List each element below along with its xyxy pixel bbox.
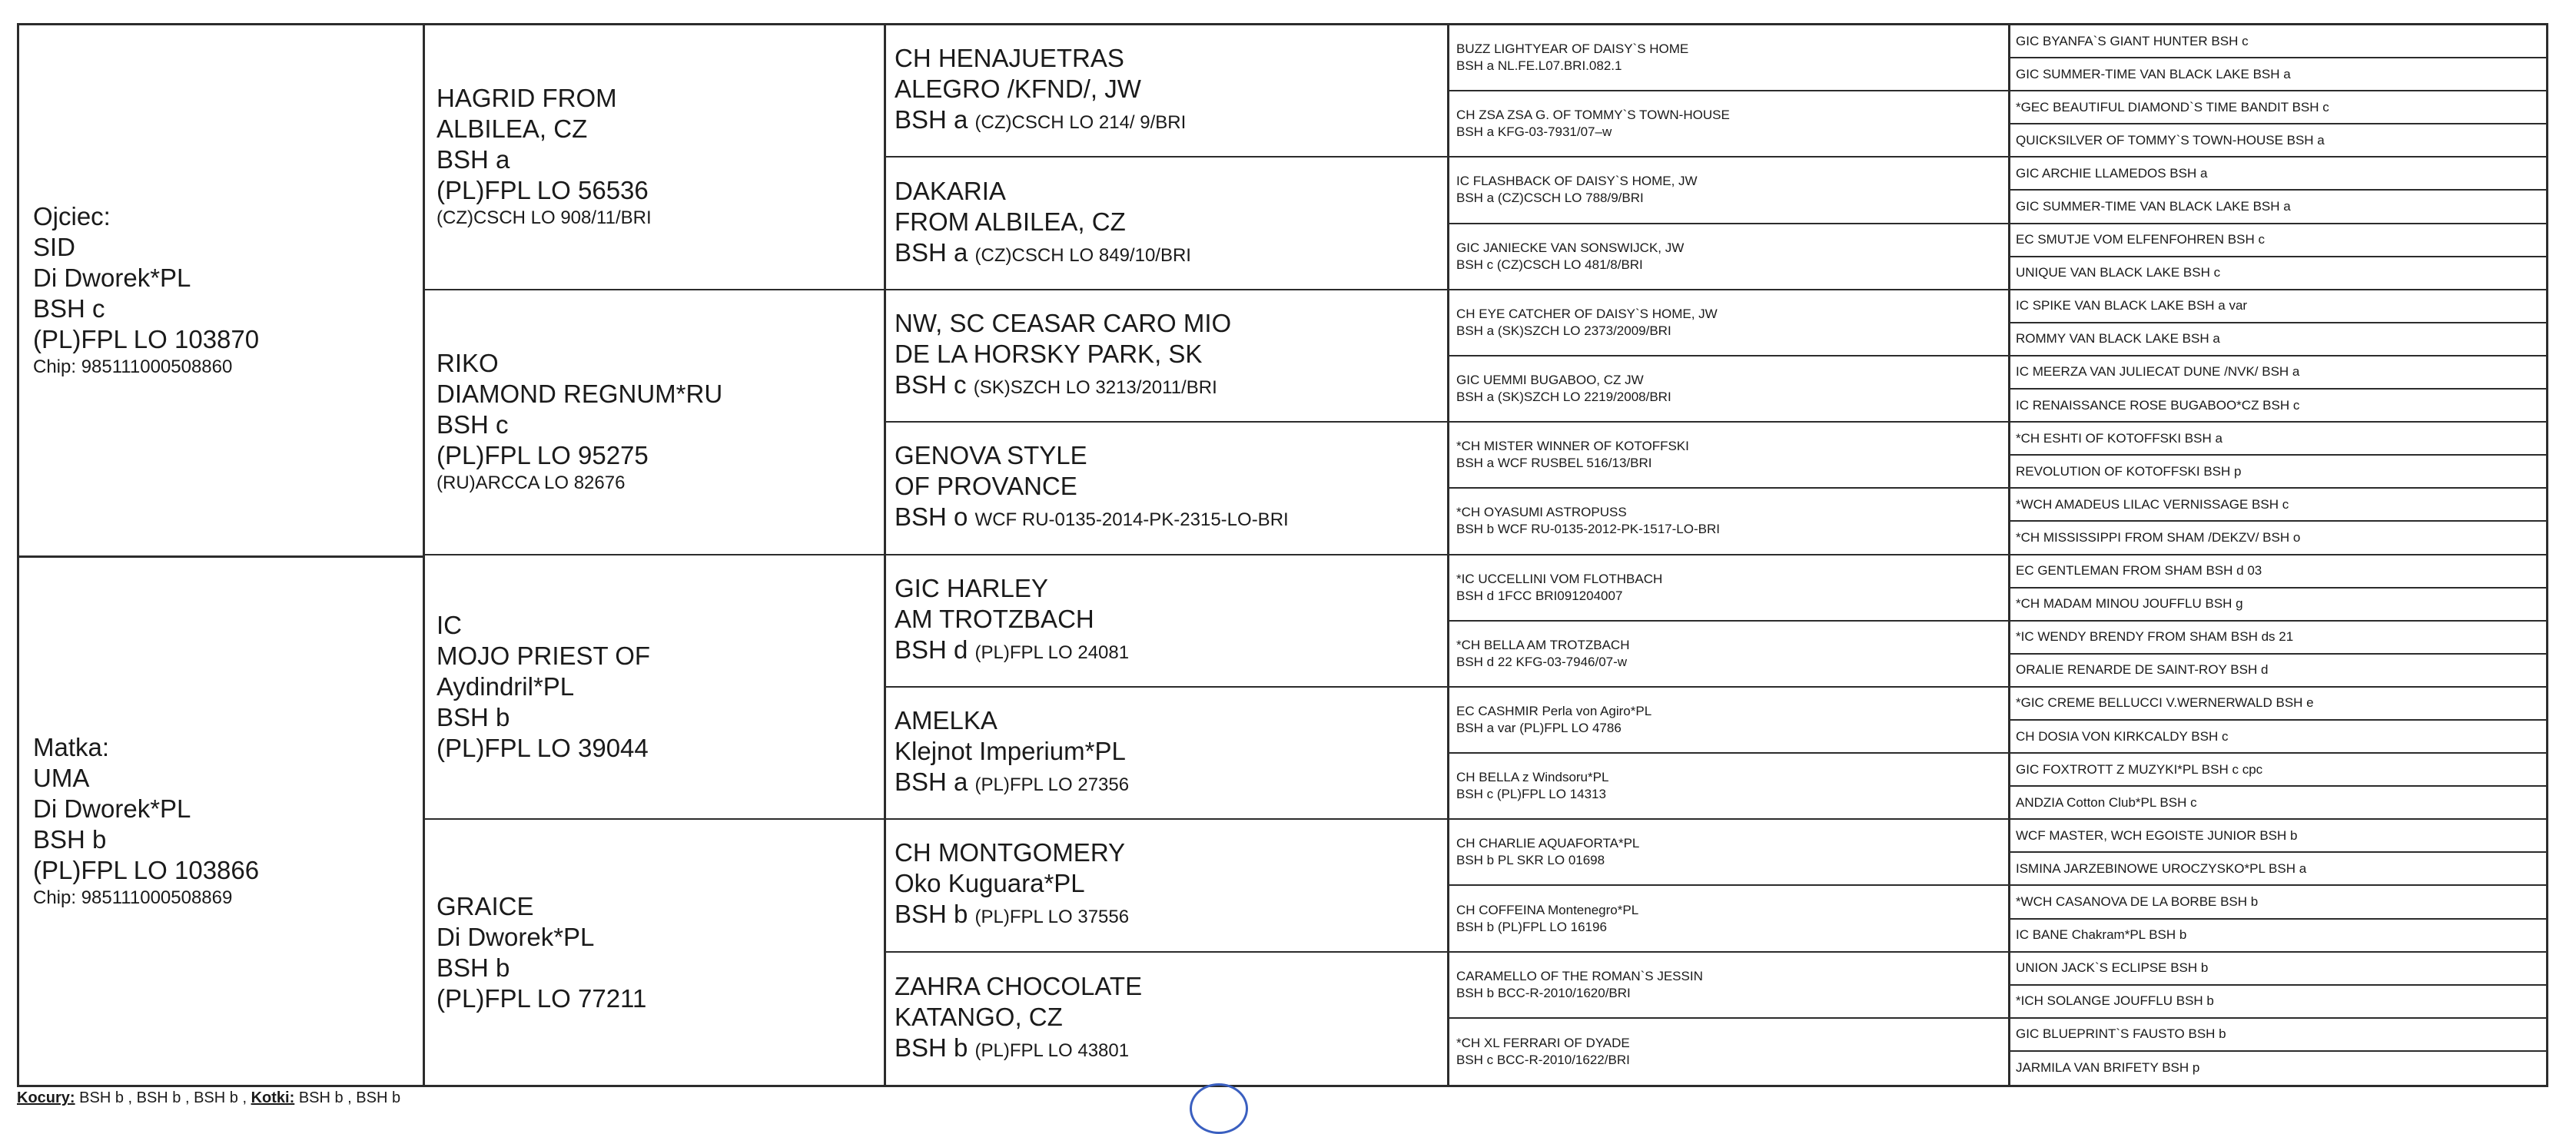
col4-cell	[1447, 820, 2008, 886]
great-grandparent-breed: BSH b	[895, 900, 968, 929]
gen5-name: CH DOSIA VON KIRKCALDY BSH c	[2016, 728, 2229, 744]
great-grandparent-breed: BSH a	[895, 105, 968, 134]
gen5-name: REVOLUTION OF KOTOFFSKI BSH p	[2016, 463, 2242, 479]
col3-cell	[884, 25, 1447, 158]
grandparent-line: RIKO	[437, 349, 499, 378]
gen4-registry: BSH b WCF RU-0135-2012-PK-1517-LO-BRI	[1456, 522, 1720, 537]
gen4-registry: BSH b BCC-R-2010/1620/BRI	[1456, 985, 1631, 1000]
col2-cell	[423, 555, 884, 821]
gen4-registry: BSH a (SK)SZCH LO 2373/2009/BRI	[1456, 323, 1671, 338]
great-grandparent-breed-row	[895, 237, 1447, 271]
gen5-name: *CH ESHTI OF KOTOFFSKI BSH a	[2016, 430, 2222, 446]
col5-cell	[2008, 688, 2546, 721]
gen4-name: *CH OYASUMI ASTROPUSS	[1456, 505, 1627, 520]
gen5-column	[2008, 25, 2546, 1085]
gen4-registry: BSH a NL.FE.L07.BRI.082.1	[1456, 58, 1622, 74]
grandparent-line: GRAICE	[437, 891, 534, 920]
col3-cell	[884, 423, 1447, 555]
gen4-name: *IC UCCELLINI VOM FLOTHBACH	[1456, 571, 1663, 586]
grandparent-line: Aydindril*PL	[437, 671, 575, 701]
great-grandparent-registry: (PL)FPL LO 27356	[974, 774, 1130, 796]
col2-cell	[423, 290, 884, 555]
col5-cell	[2008, 423, 2546, 456]
col5-cell	[2008, 290, 2546, 323]
col5-cell	[2008, 622, 2546, 655]
gen5-name: EC SMUTJE VOM ELFENFOHREN BSH c	[2016, 232, 2265, 247]
gen5-name: ROMMY VAN BLACK LAKE BSH a	[2016, 331, 2220, 346]
great-grandparent-breed-row	[895, 370, 1447, 403]
grandparent-line: Di Dworek*PL	[437, 922, 595, 951]
col4-cell	[1447, 1019, 2008, 1085]
col5-cell	[2008, 191, 2546, 224]
col5-cell	[2008, 25, 2546, 58]
gen5-name: *ICH SOLANGE JOUFFLU BSH b	[2016, 993, 2214, 1009]
gen5-name: *CH MADAM MINOU JOUFFLU BSH g	[2016, 596, 2243, 612]
gen5-name: GIC SUMMER-TIME VAN BLACK LAKE BSH a	[2016, 199, 2291, 214]
grandparent-line: (PL)FPL LO 39044	[437, 733, 649, 762]
col5-cell	[2008, 158, 2546, 191]
gen4-registry: BSH a KFG-03-7931/07–w	[1456, 124, 1612, 140]
col4-cell	[1447, 754, 2008, 820]
great-grandparent-line: CH HENAJUETRAS	[895, 44, 1124, 73]
gen5-name: GIC FOXTROTT Z MUZYKI*PL BSH c cpc	[2016, 761, 2263, 777]
great-grandparent-line: CH MONTGOMERY	[895, 838, 1126, 867]
great-grandparent-breed-row	[895, 635, 1447, 668]
col3-cell	[884, 820, 1447, 952]
parents-column	[19, 25, 425, 1085]
sire-registry: (PL)FPL LO 103870	[33, 325, 260, 353]
gen4-name: CH CHARLIE AQUAFORTA*PL	[1456, 836, 1640, 851]
great-grandparent-breed: BSH o	[895, 502, 968, 532]
great-grandparents-column	[884, 25, 1449, 1085]
grandparent-line: MOJO PRIEST OF	[437, 641, 651, 670]
col5-cell	[2008, 91, 2546, 124]
dam-chip: Chip: 985111000508869	[33, 887, 233, 908]
gen4-name: GIC UEMMI BUGABOO, CZ JW	[1456, 373, 1644, 388]
col4-cell	[1447, 688, 2008, 754]
great-grandparent-breed: BSH c	[895, 370, 967, 399]
grandparent-line: ALBILEA, CZ	[437, 114, 588, 144]
col5-cell	[2008, 555, 2546, 589]
gen4-registry: BSH a (CZ)CSCH LO 788/9/BRI	[1456, 191, 1644, 206]
grandparent-line: IC	[437, 610, 462, 639]
gen5-name: GIC BLUEPRINT`S FAUSTO BSH b	[2016, 1026, 2226, 1042]
grandparent-line: DIAMOND REGNUM*RU	[437, 380, 723, 409]
great-grandparent-breed: BSH a	[895, 768, 968, 797]
grandparent-registry: (RU)ARCCA LO 82676	[437, 472, 626, 494]
great-grandparent-line: Oko Kuguara*PL	[895, 869, 1085, 898]
gen4-registry: BSH b (PL)FPL LO 16196	[1456, 919, 1607, 934]
gen4-name: GIC JANIECKE VAN SONSWIJCK, JW	[1456, 240, 1685, 255]
col3-cell	[884, 688, 1447, 820]
great-grandparent-registry: (CZ)CSCH LO 214/ 9/BRI	[974, 112, 1187, 134]
great-grandparent-breed-row	[895, 502, 1447, 536]
great-grandparent-line: GENOVA STYLE	[895, 441, 1087, 470]
gen5-name: GIC SUMMER-TIME VAN BLACK LAKE BSH a	[2016, 66, 2291, 81]
col5-cell	[2008, 655, 2546, 688]
col5-cell	[2008, 1052, 2546, 1085]
col4-cell	[1447, 886, 2008, 952]
footer-females-label: Kotki:	[251, 1089, 295, 1106]
great-grandparent-breed-row	[895, 899, 1447, 933]
gen5-name: JARMILA VAN BRIFETY BSH p	[2016, 1060, 2200, 1076]
gen5-name: *GEC BEAUTIFUL DIAMOND`S TIME BANDIT BSH c	[2016, 99, 2329, 114]
sire-label: Ojciec:	[33, 202, 111, 230]
grandparent-line: BSH c	[437, 410, 509, 439]
gen5-name: EC GENTLEMAN FROM SHAM BSH d 03	[2016, 563, 2262, 579]
gen4-registry: BSH c (CZ)CSCH LO 481/8/BRI	[1456, 257, 1643, 272]
great-grandparent-line: AMELKA	[895, 706, 998, 735]
col5-cell	[2008, 886, 2546, 919]
col4-cell	[1447, 423, 2008, 489]
great-grandparent-registry: (SK)SZCH LO 3213/2011/BRI	[973, 376, 1217, 398]
gen5-name: IC RENAISSANCE ROSE BUGABOO*CZ BSH c	[2016, 397, 2300, 413]
great-grandparent-line: KATANGO, CZ	[895, 1002, 1063, 1031]
great-grandparent-breed-row	[895, 104, 1447, 138]
col5-cell	[2008, 721, 2546, 754]
col5-cell	[2008, 124, 2546, 158]
gen4-name: *CH BELLA AM TROTZBACH	[1456, 637, 1630, 652]
great-grandparent-line: DE LA HORSKY PARK, SK	[895, 339, 1203, 368]
col5-cell	[2008, 323, 2546, 356]
col4-cell	[1447, 356, 2008, 423]
sire-breed: BSH c	[33, 294, 105, 323]
gen5-name: ANDZIA Cotton Club*PL BSH c	[2016, 794, 2197, 810]
great-grandparent-registry: WCF RU-0135-2014-PK-2315-LO-BRI	[974, 509, 1289, 531]
col5-cell	[2008, 754, 2546, 787]
great-grandparent-breed: BSH b	[895, 1033, 968, 1062]
great-grandparent-line: NW, SC CEASAR CARO MIO	[895, 308, 1232, 337]
grandparent-line: BSH b	[437, 702, 510, 731]
col4-cell	[1447, 953, 2008, 1019]
gen5-name: *WCH AMADEUS LILAC VERNISSAGE BSH c	[2016, 496, 2289, 512]
dam-breed: BSH b	[33, 825, 107, 854]
grandparent-line: HAGRID FROM	[437, 84, 617, 113]
col5-cell	[2008, 58, 2546, 91]
great-grandparent-registry: (CZ)CSCH LO 849/10/BRI	[974, 244, 1191, 266]
gen5-name: IC SPIKE VAN BLACK LAKE BSH a var	[2016, 298, 2248, 313]
great-grandparent-registry: (PL)FPL LO 43801	[974, 1040, 1130, 1061]
gen5-name: *WCH CASANOVA DE LA BORBE BSH b	[2016, 894, 2259, 909]
great-grandparent-line: ZAHRA CHOCOLATE	[895, 971, 1143, 1000]
gen5-name: UNION JACK`S ECLIPSE BSH b	[2016, 960, 2209, 976]
col5-cell	[2008, 953, 2546, 986]
gen5-name: UNIQUE VAN BLACK LAKE BSH c	[2016, 265, 2221, 280]
col4-cell	[1447, 91, 2008, 158]
great-grandparent-line: OF PROVANCE	[895, 472, 1077, 501]
dam-label: Matka:	[33, 733, 110, 761]
grandparent-line: (PL)FPL LO 95275	[437, 441, 649, 470]
gen4-registry: BSH a WCF RUSBEL 516/13/BRI	[1456, 456, 1652, 471]
dam-registry: (PL)FPL LO 103866	[33, 856, 260, 884]
gen5-name: ORALIE RENARDE DE SAINT-ROY BSH d	[2016, 662, 2269, 678]
col4-cell	[1447, 622, 2008, 688]
gen4-name: CARAMELLO OF THE ROMAN`S JESSIN	[1456, 968, 1703, 983]
col5-cell	[2008, 522, 2546, 555]
stamp-mark	[1190, 1083, 1248, 1134]
col5-cell	[2008, 257, 2546, 290]
gen5-name: GIC BYANFA`S GIANT HUNTER BSH c	[2016, 33, 2249, 48]
col5-cell	[2008, 589, 2546, 622]
grandparent-line: (PL)FPL LO 56536	[437, 176, 649, 205]
great-grandparent-breed: BSH d	[895, 635, 968, 664]
grandparents-column	[423, 25, 886, 1085]
sire-chip: Chip: 985111000508860	[33, 356, 233, 377]
gen5-name: *CH MISSISSIPPI FROM SHAM /DEKZV/ BSH o	[2016, 529, 2301, 545]
sire-name: SID	[33, 233, 76, 261]
col2-cell	[423, 820, 884, 1085]
great-grandparent-breed-row	[895, 1033, 1447, 1066]
gen4-registry: BSH c BCC-R-2010/1622/BRI	[1456, 1052, 1630, 1067]
gen4-name: *CH MISTER WINNER OF KOTOFFSKI	[1456, 439, 1689, 454]
col5-cell	[2008, 853, 2546, 886]
gen4-registry: BSH d 1FCC BRI091204007	[1456, 588, 1623, 603]
gen4-name: CH ZSA ZSA G. OF TOMMY`S TOWN-HOUSE	[1456, 108, 1730, 123]
col5-cell	[2008, 224, 2546, 257]
great-grandparent-breed-row	[895, 767, 1447, 801]
gen5-name: WCF MASTER, WCH EGOISTE JUNIOR BSH b	[2016, 827, 2298, 843]
col5-cell	[2008, 1019, 2546, 1052]
grandparent-line: (PL)FPL LO 77211	[437, 983, 647, 1013]
sire-cattery: Di Dworek*PL	[33, 264, 191, 292]
gen4-registry: BSH b PL SKR LO 01698	[1456, 853, 1605, 868]
grandparent-registry: (CZ)CSCH LO 908/11/BRI	[437, 207, 652, 229]
col5-cell	[2008, 920, 2546, 953]
dam-name: UMA	[33, 764, 90, 792]
gen4-registry: BSH c (PL)FPL LO 14313	[1456, 787, 1606, 802]
dam-cattery: Di Dworek*PL	[33, 794, 191, 823]
gen5-name: GIC ARCHIE LLAMEDOS BSH a	[2016, 165, 2208, 181]
dam-cell	[19, 558, 423, 1085]
pedigree-table	[17, 23, 2548, 1087]
gen4-name: CH COFFEINA Montenegro*PL	[1456, 902, 1639, 917]
col4-cell	[1447, 224, 2008, 290]
col5-cell	[2008, 986, 2546, 1019]
col5-cell	[2008, 456, 2546, 489]
gen4-name: CH EYE CATCHER OF DAISY`S HOME, JW	[1456, 306, 1718, 321]
col5-cell	[2008, 489, 2546, 522]
col3-cell	[884, 555, 1447, 688]
col3-cell	[884, 158, 1447, 290]
grandparent-line: BSH b	[437, 953, 510, 982]
gen5-name: *GIC CREME BELLUCCI V.WERNERWALD BSH e	[2016, 695, 2314, 711]
footer-males: BSH b , BSH b , BSH b ,	[79, 1089, 247, 1106]
gen4-name: CH BELLA z Windsoru*PL	[1456, 770, 1609, 785]
col4-cell	[1447, 158, 2008, 224]
col4-cell	[1447, 489, 2008, 555]
col5-cell	[2008, 820, 2546, 853]
great-grandparent-line: FROM ALBILEA, CZ	[895, 207, 1126, 236]
gen4-name: EC CASHMIR Perla von Agiro*PL	[1456, 703, 1652, 718]
great-grandparent-line: AM TROTZBACH	[895, 604, 1094, 633]
gen4-name: *CH XL FERRARI OF DYADE	[1456, 1035, 1630, 1050]
gen4-name: IC FLASHBACK OF DAISY`S HOME, JW	[1456, 174, 1698, 189]
col5-cell	[2008, 390, 2546, 423]
gen4-registry: BSH d 22 KFG-03-7946/07-w	[1456, 654, 1628, 669]
gen5-name: IC MEERZA VAN JULIECAT DUNE /NVK/ BSH a	[2016, 364, 2300, 380]
gen5-name: QUICKSILVER OF TOMMY`S TOWN-HOUSE BSH a	[2016, 132, 2325, 148]
gen4-column	[1447, 25, 2010, 1085]
col5-cell	[2008, 787, 2546, 820]
gen5-name: *IC WENDY BRENDY FROM SHAM BSH ds 21	[2016, 629, 2294, 645]
gen4-name: BUZZ LIGHTYEAR OF DAISY`S HOME	[1456, 41, 1689, 57]
grandparent-line: BSH a	[437, 145, 510, 174]
col3-cell	[884, 953, 1447, 1085]
col2-cell	[423, 25, 884, 290]
col5-cell	[2008, 356, 2546, 390]
col4-cell	[1447, 555, 2008, 622]
great-grandparent-line: DAKARIA	[895, 176, 1006, 205]
col3-cell	[884, 290, 1447, 423]
gen5-name: ISMINA JARZEBINOWE UROCZYSKO*PL BSH a	[2016, 860, 2307, 876]
great-grandparent-registry: (PL)FPL LO 37556	[974, 907, 1130, 928]
gen4-registry: BSH a var (PL)FPL LO 4786	[1456, 720, 1622, 735]
footer-males-label: Kocury:	[17, 1089, 75, 1106]
sire-cell	[19, 25, 423, 558]
great-grandparent-registry: (PL)FPL LO 24081	[974, 642, 1130, 663]
great-grandparent-line: ALEGRO /KFND/, JW	[895, 75, 1141, 104]
footer-females: BSH b , BSH b	[298, 1089, 401, 1106]
great-grandparent-line: Klejnot Imperium*PL	[895, 737, 1126, 766]
gen4-registry: BSH a (SK)SZCH LO 2219/2008/BRI	[1456, 390, 1671, 405]
gen5-name: IC BANE Chakram*PL BSH b	[2016, 927, 2187, 943]
great-grandparent-line: GIC HARLEY	[895, 573, 1048, 602]
col4-cell	[1447, 290, 2008, 356]
col4-cell	[1447, 25, 2008, 91]
great-grandparent-breed: BSH a	[895, 237, 968, 267]
